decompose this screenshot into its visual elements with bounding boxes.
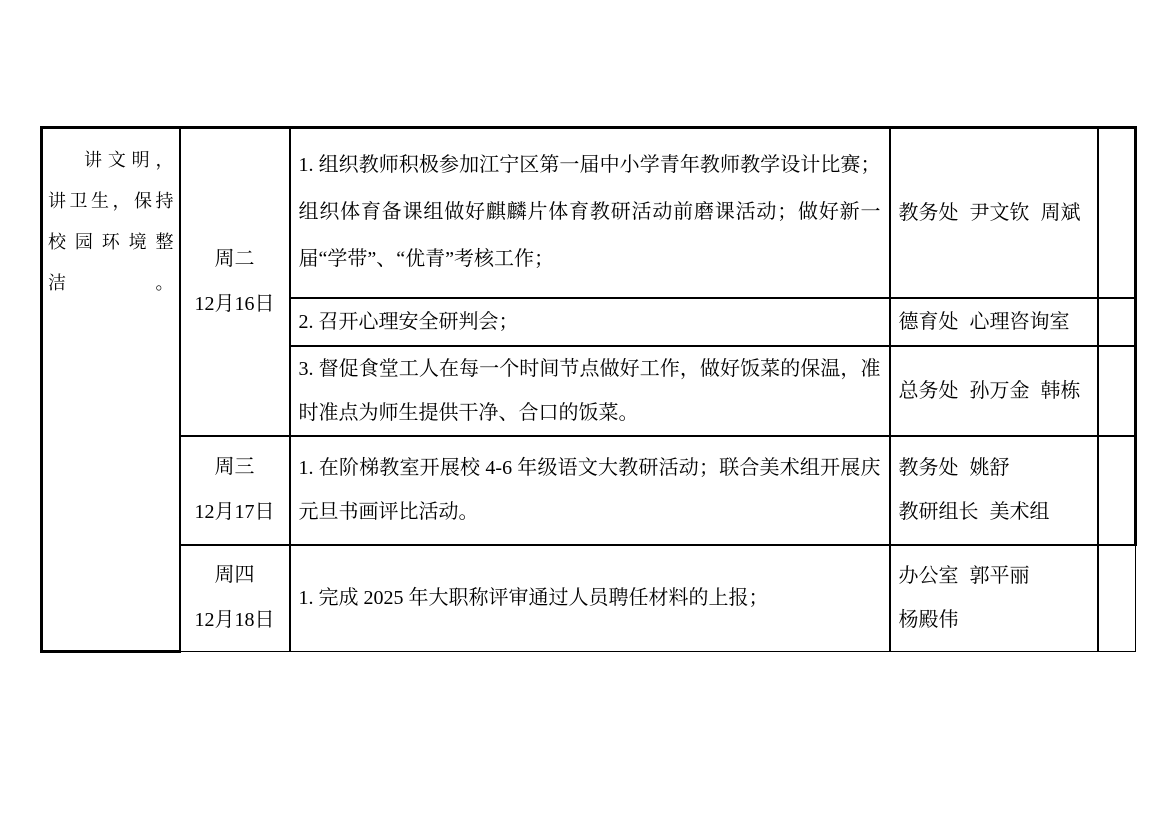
motto-line: 校园环境整洁。 [48, 232, 174, 293]
status-cell-empty [1098, 128, 1136, 298]
owner-cell [890, 298, 1098, 346]
owner-cell [890, 128, 1098, 298]
owner-line: 总务处 孙万金 韩栋 [898, 379, 1081, 402]
task-text: 2. 召开心理安全研判会； [298, 310, 519, 333]
date-label: 12月17日 [194, 501, 275, 523]
status-cell-empty [1098, 346, 1136, 436]
task-cell [290, 298, 890, 346]
day-label: 周三 [214, 456, 255, 478]
motto-line: 讲文明， [84, 150, 174, 170]
owner-line: 教务处 尹文钦 周斌 [898, 201, 1081, 224]
task-cell [290, 545, 890, 652]
owner-line: 德育处 心理咨询室 [898, 310, 1070, 333]
day-cell-tuesday [180, 128, 290, 436]
owner-cell [890, 346, 1098, 436]
status-cell-empty [1098, 436, 1136, 545]
day-cell-wednesday [180, 436, 290, 545]
table-row [42, 128, 1136, 298]
motto-cell [42, 128, 180, 652]
status-cell-empty [1098, 545, 1136, 652]
owner-line: 杨殿伟 [898, 609, 959, 632]
owner-line: 办公室 郭平丽 [898, 565, 1030, 588]
task-cell [290, 128, 890, 298]
date-label: 12月18日 [194, 609, 275, 632]
date-label: 12月16日 [194, 292, 275, 315]
day-label: 周二 [214, 247, 255, 270]
motto-line: 讲卫生，保持 [48, 191, 174, 211]
status-cell-empty [1098, 298, 1136, 346]
owner-cell [890, 545, 1098, 652]
owner-cell [890, 436, 1098, 545]
owner-line: 教务处 姚舒 [898, 457, 1010, 479]
weekly-schedule-table [40, 126, 1137, 653]
day-label: 周四 [214, 564, 255, 587]
table-row [42, 545, 1136, 652]
task-text: 3. 督促食堂工人在每一个时间节点做好工作，做好饭菜的保温，准时准点为师生提供干净、合口的饭菜。 [298, 357, 881, 424]
task-cell [290, 346, 890, 436]
task-text: 1. 在阶梯教室开展校 4-6 年级语文大教研活动；联合美术组开展庆元旦书画评比活动。 [298, 457, 881, 523]
task-text: 1. 完成 2025 年大职称评审通过人员聘任材料的上报； [298, 587, 769, 610]
day-cell-thursday [180, 545, 290, 652]
owner-line: 教研组长 美术组 [898, 501, 1050, 523]
task-cell [290, 436, 890, 545]
task-text: 1. 组织教师积极参加江宁区第一届中小学青年教师教学设计比赛；组织体育备课组做好麒麟片体育教研活动前磨课活动；做好新一届“学带”、“优青”考核工作； [298, 154, 881, 271]
table-row [42, 436, 1136, 545]
